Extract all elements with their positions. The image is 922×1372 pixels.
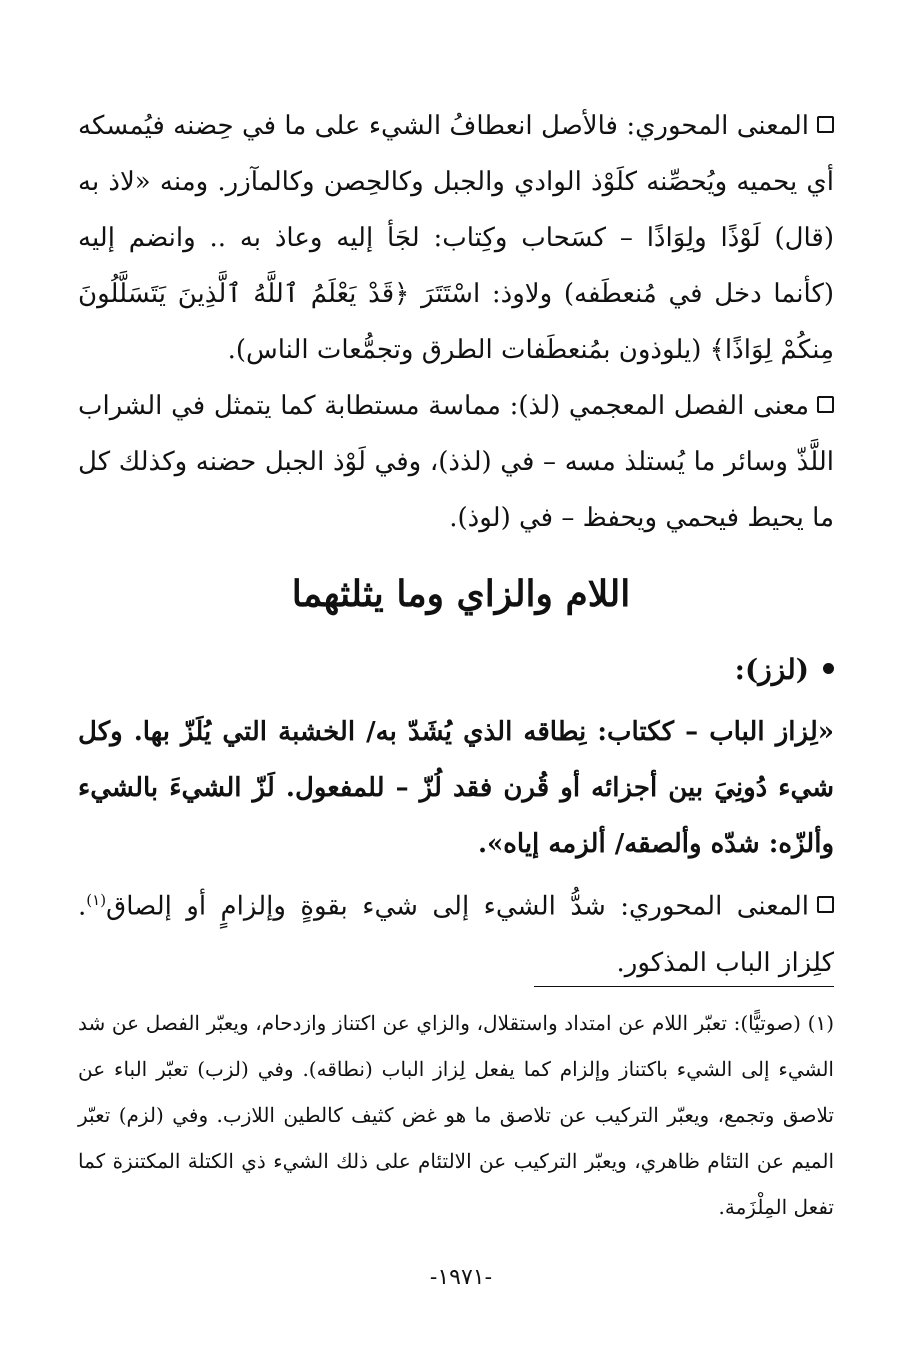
entry-lzz-block [78,642,834,991]
entry-central-meaning [78,872,834,991]
entry-quote: «لِزاز الباب – ككتاب: نِطاقه الذي يُشَدّ به/ الخشبة التي يُلَزّ بها. وكل شيء دُونِيَ بين أجزائه أو قُرن فقد لُزّ – للمفعول. لَزّ الشيءَ بالشيء وألزّه: شدّه وألصقه/ ألزمه إياه». [78,717,834,859]
page-number: -١٩٧١- [429,1265,493,1290]
entry-title [78,642,834,698]
square-bullet-icon [817,116,834,133]
entry-central-meaning-tail: . كلِزاز الباب المذكور. [78,891,834,978]
footnote-text: (١) (صوتيًّا): تعبّر اللام عن امتداد واستقلال، والزاي عن اكتناز وازدحام، ويعبّر الفصل عن شد الشيء إلى الشيء باكتناز وإلزام كما يفعل لِزاز الباب (نطاقه). وفي (لزب) تعبّر الباء عن تلاصق وتجمع، ويعبّر التركيب عن تلاصق ما هو غض كثيف كالطين اللازب. وفي (لزم) تعبّر الميم عن التئام ظاهري، ويعبّر التركيب عن الالتئام على ذلك الشيء ذي الكتلة المكتنزة كما تفعل المِلْزَمة. [78,1011,834,1219]
entry-title-text: (لزز): [734,653,809,686]
paragraph-lexical-meaning [78,378,834,546]
section-lwdh-block [78,98,834,546]
square-bullet-icon [817,896,834,913]
square-bullet-icon [817,396,834,413]
entry-central-meaning-text: المعنى المحوري: شدُّ الشيء إلى شيء بقوةٍ وإلزامٍ أو إلصاق [106,891,809,922]
footnote-block [78,1000,834,1230]
footnote-reference[interactable]: (١) [86,891,107,909]
bullet-dot-icon [823,663,834,674]
paragraph-central-meaning [78,98,834,378]
footnote-divider [534,986,834,987]
section-heading: اللام والزاي وما يثلثهما [291,573,631,615]
paragraph-lexical-meaning-text: معنى الفصل المعجمي (لذ): مماسة مستطابة كما يتمثل في الشراب اللَّذّ وسائر ما يُستلذ مسه – في (لذذ)، وفي لَوْذ الجبل حضنه وكذلك كل ما يحيط فيحمي ويحفظ – في (لوذ). [78,391,834,533]
paragraph-central-meaning-text: المعنى المحوري: فالأصل انعطافُ الشيء على ما في حِضنه فيُمسكه أي يحميه ويُحصِّنه كلَوْذ الوادي والجبل وكالحِصن وكالمآزر. ومنه «لاذ به (قال) لَوْذًا ولِوَاذًا – كسَحاب وكِتاب: لجَأ إليه وعاذ به .. وانضم إليه (كأنما دخل في مُنعطَفه) ولاوذ: اسْتَتَرَ ﴿قَدْ يَعْلَمُ ٱللَّهُ ٱلَّذِينَ يَتَسَلَّلُونَ مِنكُمْ لِوَاذًا﴾ (يلوذون بمُنعطَفات الطرق وتجمُّعات الناس). [78,111,834,365]
